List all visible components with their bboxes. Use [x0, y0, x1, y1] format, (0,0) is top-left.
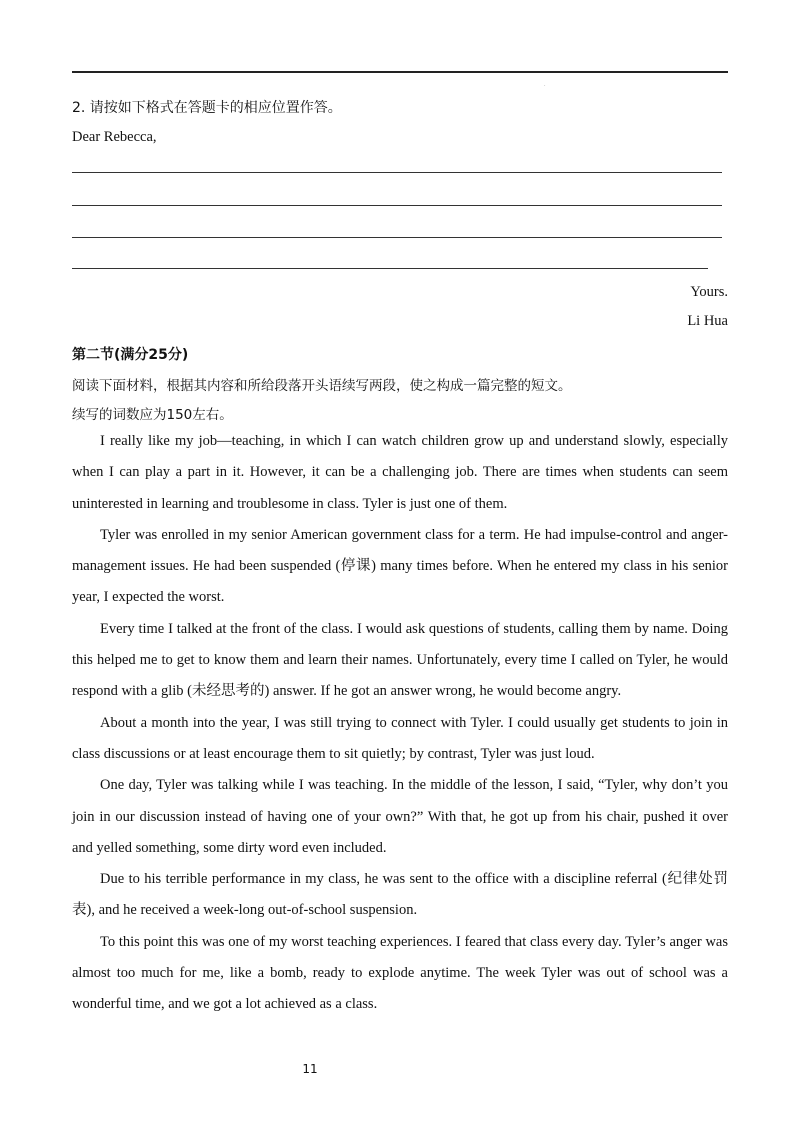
passage-paragraph: Every time I talked at the front of the class. I would ask questions of students, calling them by name. Doing this helped me to get to know them and learn their names. Unfortunately, every time I called on Tyler, he would respond with a glib (未经思考的) answer. If he got an answer wrong, he would become angry. [72, 620, 728, 700]
answer-instruction: 2. 请按如下格式在答题卡的相应位置作答。 [72, 100, 342, 116]
reading-passage [72, 426, 728, 1021]
scan-mark: . [544, 82, 546, 88]
page-number: 11 [302, 1062, 318, 1076]
letter-closing: Yours. [690, 284, 728, 300]
letter-signature: Li Hua [687, 313, 728, 329]
section-title: 第二节(满分25分) [72, 347, 189, 363]
passage-paragraph: Tyler was enrolled in my senior American government class for a term. He had impulse-control and anger-management issues. He had been suspended (停课) many times before. When he entered my class in his senior year, I expected the worst. [72, 526, 728, 606]
writing-line [72, 268, 708, 269]
letter-greeting: Dear Rebecca, [72, 129, 157, 145]
passage-paragraph: About a month into the year, I was still trying to connect with Tyler. I could usually get students to join in class discussions or at least encourage them to sit quietly; by contrast, Tyler was just loud. [72, 714, 728, 762]
passage-paragraph: One day, Tyler was talking while I was teaching. In the middle of the lesson, I said, “Tyler, why don’t you join in our discussion instead of having one of your own?” With that, he got up from his chair, pushed it over and yelled something, some dirty word even included. [72, 777, 728, 856]
writing-line [72, 205, 722, 206]
task-instruction: 阅读下面材料，根据其内容和所给段落开头语续写两段，使之构成一篇完整的短文。 [72, 378, 572, 394]
passage-paragraph: I really like my job—teaching, in which I can watch children grow up and understand slowly, especially when I can play a part in it. However, it can be a challenging job. There are times when students can seem uninterested in learning and troublesome in class. Tyler is just one of them. [72, 433, 728, 512]
writing-line [72, 172, 722, 173]
top-divider [72, 71, 728, 73]
writing-line [72, 237, 722, 238]
word-count-instruction: 续写的词数应为150左右。 [72, 407, 233, 423]
passage-paragraph: To this point this was one of my worst teaching experiences. I feared that class every day. Tyler’s anger was almost too much for me, like a bomb, ready to explode anytime. The week Tyler was out of school was a wonderful time, and we got a lot achieved as a class. [72, 933, 728, 1013]
passage-paragraph: Due to his terrible performance in my class, he was sent to the office with a discipline referral (纪律处罚表), and he received a week-long out-of-school suspension. [72, 871, 728, 919]
